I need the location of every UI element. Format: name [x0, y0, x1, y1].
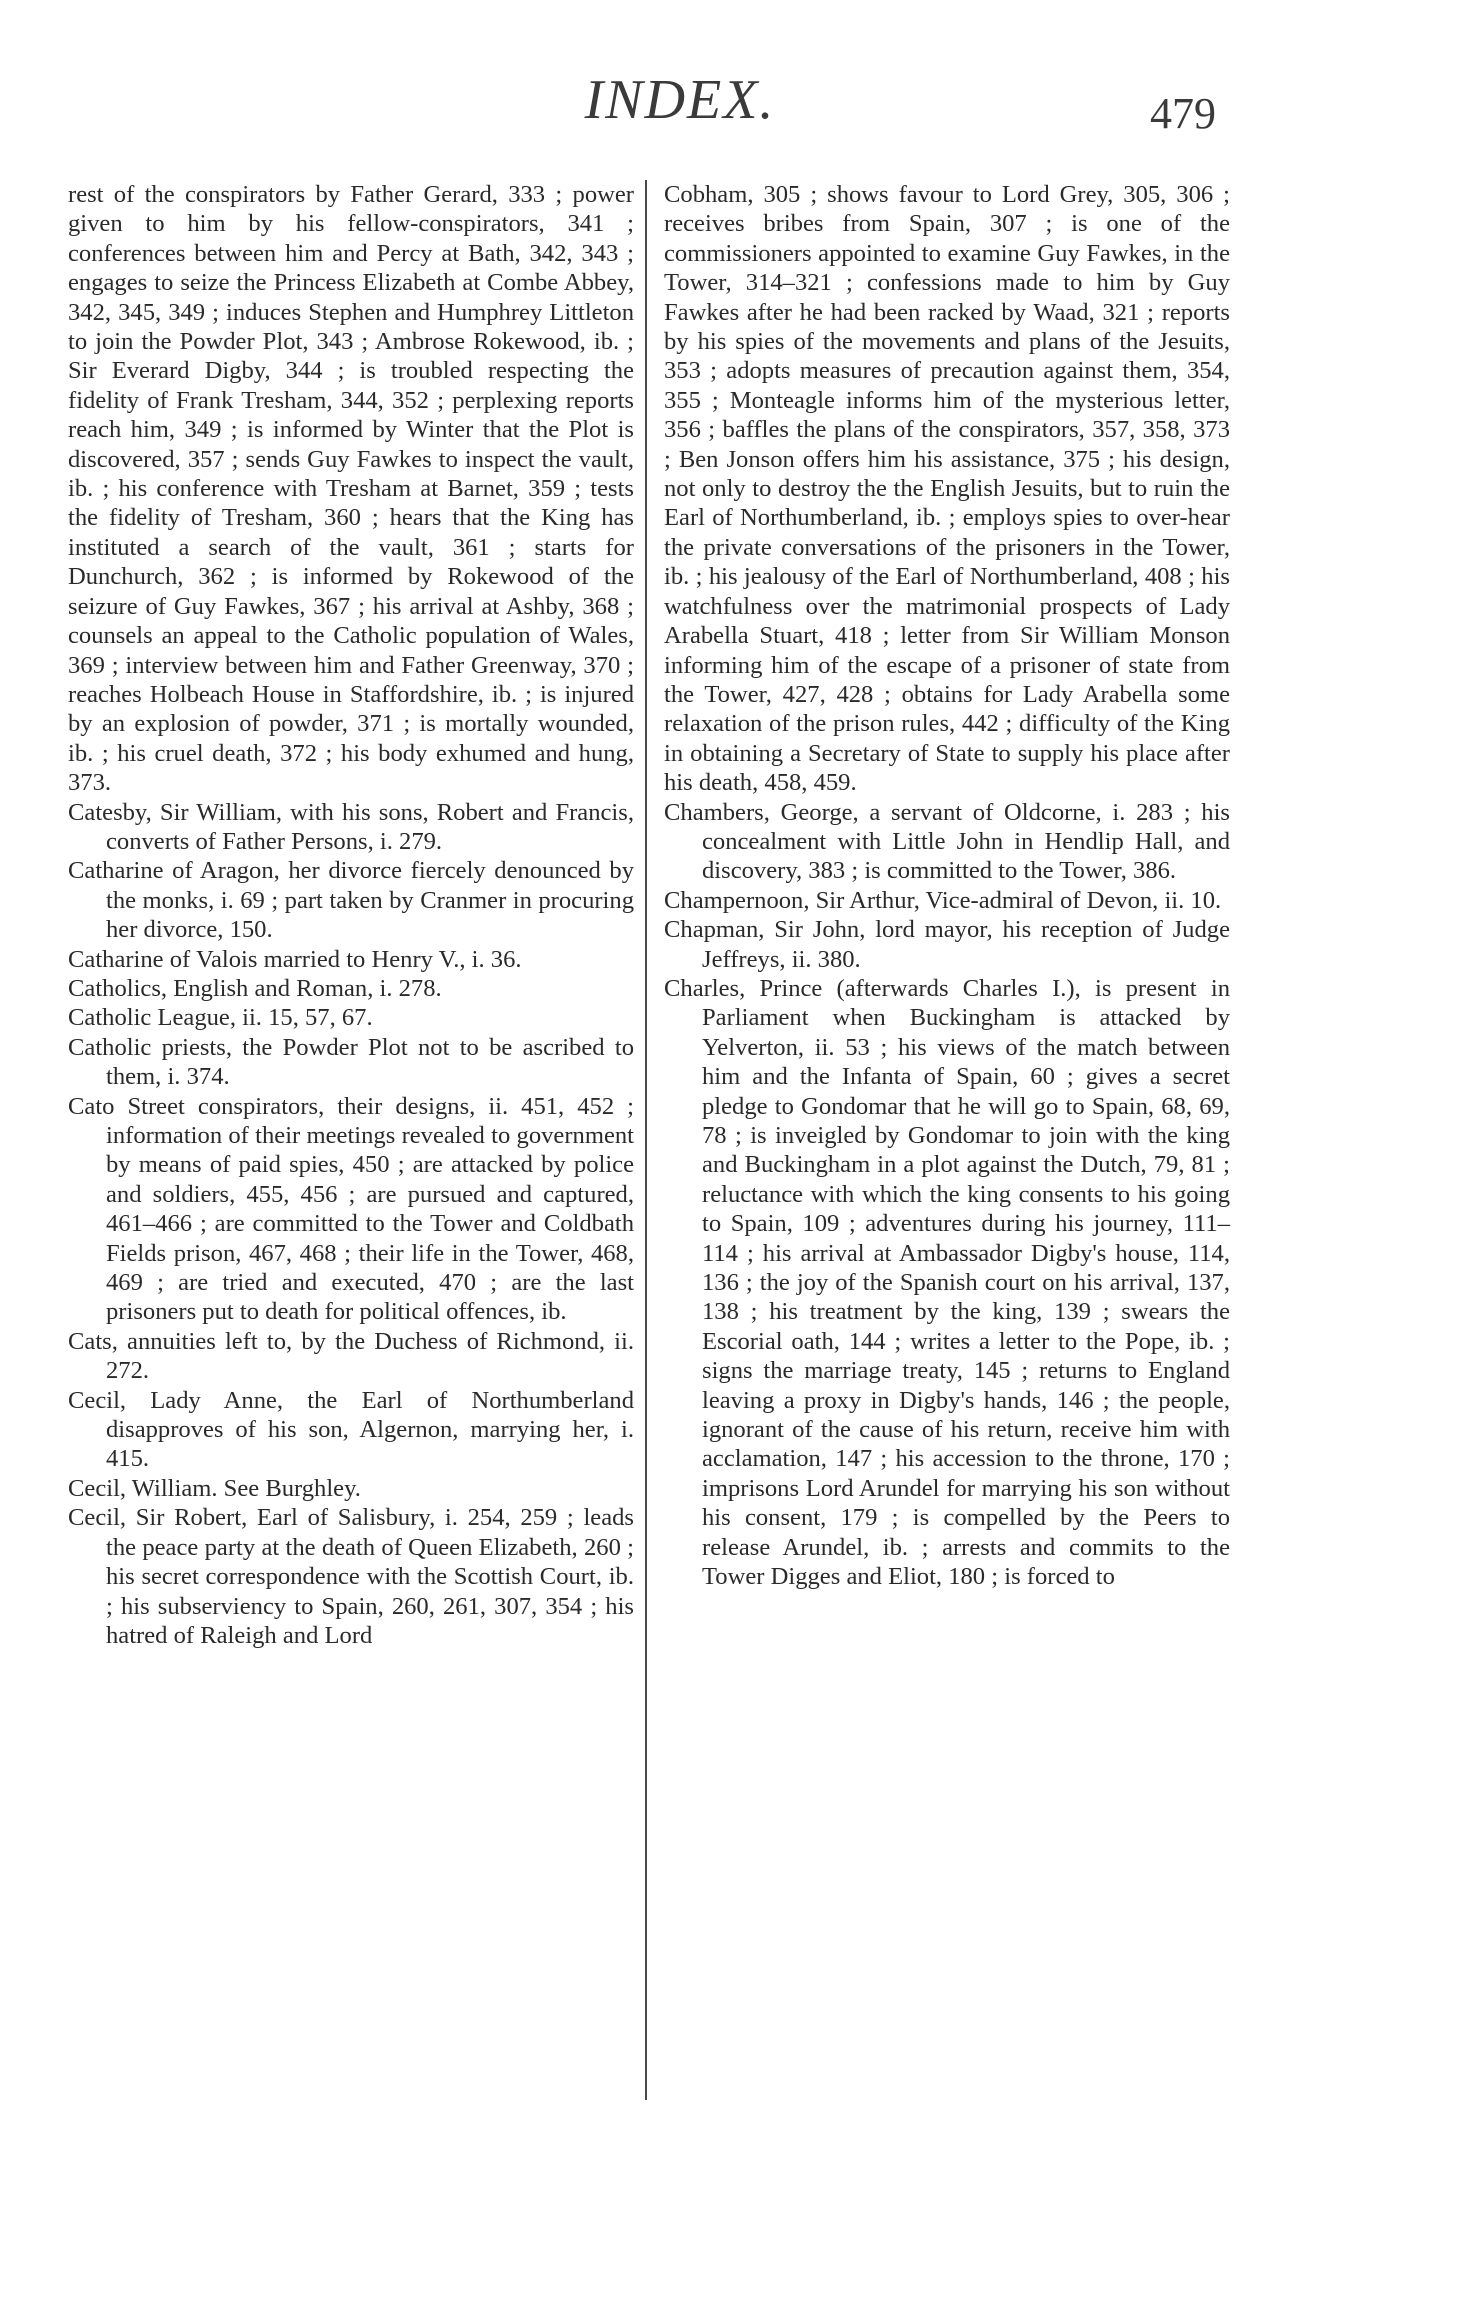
index-entry: Chambers, George, a servant of Oldcorne, i. 283 ; his concealment with Little John in Hendlip Hall, and discovery, 383 ; is committed to the Tower, 386.: [664, 798, 1230, 885]
index-column-left: [68, 180, 634, 1650]
column-divider: [645, 180, 647, 2100]
index-entry: Catharine of Valois married to Henry V., i. 36.: [68, 945, 522, 973]
index-entry: Cecil, William. See Burghley.: [68, 1474, 361, 1502]
index-entry: Catholic League, ii. 15, 57, 67.: [68, 1004, 373, 1032]
index-entry: Catholics, English and Roman, i. 278.: [68, 974, 442, 1002]
index-entry: Cecil, Sir Robert, Earl of Salisbury, i. 254, 259 ; leads the peace party at the death of Queen Elizabeth, 260 ; his secret correspondence with the Scottish Court, ib. ; his subserviency to Spain, 260, 261, 307, 354 ; his hatred of Raleigh and Lord: [68, 1504, 634, 1649]
running-title: INDEX.: [584, 69, 776, 131]
index-entry: Cato Street conspirators, their designs, ii. 451, 452 ; information of their meetings revealed to government by means of paid spies, 450 ; are attacked by police and soldiers, 455, 456 ; are pursued and captured, 461–466 ; are committed to the Tower and Coldbath Fields prison, 467, 468 ; their life in the Tower, 468, 469 ; are tried and executed, 470 ; are the last prisoners put to death for political offences, ib.: [68, 1092, 634, 1326]
index-entry: Catholic priests, the Powder Plot not to be ascribed to them, i. 374.: [68, 1033, 634, 1091]
index-entry: rest of the conspirators by Father Gerard, 333 ; power given to him by his fellow-conspirators, 341 ; conferences between him and Percy at Bath, 342, 343 ; engages to seize the Princess Elizabeth at Combe Abbey, 342, 345, 349 ; induces Stephen and Humphrey Littleton to join the Powder Plot, 343 ; Ambrose Rokewood, ib. ; Sir Everard Digby, 344 ; is troubled respecting the fidelity of Frank Tresham, 344, 352 ; perplexing reports reach him, 349 ; is informed by Winter that the Plot is discovered, 357 ; sends Guy Fawkes to inspect the vault, ib. ; his conference with Tresham at Barnet, 359 ; tests the fidelity of Tresham, 360 ; hears that the King has instituted a search of the vault, 361 ; starts for Dunchurch, 362 ; is informed by Rokewood of the seizure of Guy Fawkes, 367 ; his arrival at Ashby, 368 ; counsels an appeal to the Catholic population of Wales, 369 ; interview between him and Father Greenway, 370 ; reaches Holbeach House in Staffordshire, ib. ; is injured by an explosion of powder, 371 ; is mortally wounded, ib. ; his cruel death, 372 ; his body exhumed and hung, 373.: [68, 181, 634, 797]
index-entry: Catharine of Aragon, her divorce fiercely denounced by the monks, i. 69 ; part taken by Cranmer in procuring her divorce, 150.: [68, 857, 634, 944]
index-entry: Cecil, Lady Anne, the Earl of Northumberland disapproves of his son, Algernon, marrying her, i. 415.: [68, 1386, 634, 1473]
index-entry: Cobham, 305 ; shows favour to Lord Grey, 305, 306 ; receives bribes from Spain, 307 ; is one of the commissioners appointed to examine Guy Fawkes, in the Tower, 314–321 ; confessions made to him by Guy Fawkes after he had been racked by Waad, 321 ; reports by his spies of the movements and plans of the Jesuits, 353 ; adopts measures of precaution against them, 354, 355 ; Monteagle informs him of the mysterious letter, 356 ; baffles the plans of the conspirators, 357, 358, 373 ; Ben Jonson offers him his assistance, 375 ; his design, not only to destroy the the English Jesuits, but to ruin the Earl of Northumberland, ib. ; employs spies to over-hear the private conversations of the prisoners in the Tower, ib. ; his jealousy of the Earl of Northumberland, 408 ; his watchfulness over the matrimonial prospects of Lady Arabella Stuart, 418 ; letter from Sir William Monson informing him of the escape of a prisoner of state from the Tower, 427, 428 ; obtains for Lady Arabella some relaxation of the prison rules, 442 ; difficulty of the King in obtaining a Secretary of State to supply his place after his death, 458, 459.: [664, 181, 1230, 797]
index-entry: Cats, annuities left to, by the Duchess of Richmond, ii. 272.: [68, 1327, 634, 1385]
page-number: 479: [1150, 89, 1216, 138]
index-entry: Charles, Prince (afterwards Charles I.), is present in Parliament when Buckingham is attacked by Yelverton, ii. 53 ; his views of the match between him and the Infanta of Spain, 60 ; gives a secret pledge to Gondomar that he will go to Spain, 68, 69, 78 ; is inveigled by Gondomar to join with the king and Buckingham in a plot against the Dutch, 79, 81 ; reluctance with which the king consents to his going to Spain, 109 ; adventures during his journey, 111–114 ; his arrival at Ambassador Digby's house, 114, 136 ; the joy of the Spanish court on his arrival, 137, 138 ; his treatment by the king, 139 ; swears the Escorial oath, 144 ; writes a letter to the Pope, ib. ; signs the marriage treaty, 145 ; returns to England leaving a proxy in Digby's hands, 146 ; the people, ignorant of the cause of his return, receive him with acclamation, 147 ; his accession to the throne, 170 ; imprisons Lord Arundel for marrying his son without his consent, 179 ; is compelled by the Peers to release Arundel, ib. ; arrests and commits to the Tower Digges and Eliot, 180 ; is forced to: [664, 974, 1230, 1591]
index-entry: Chapman, Sir John, lord mayor, his reception of Judge Jeffreys, ii. 380.: [664, 916, 1230, 973]
index-entry: Champernoon, Sir Arthur, Vice-admiral of Devon, ii. 10.: [664, 886, 1222, 914]
index-column-right: [664, 180, 1230, 1592]
index-entry: Catesby, Sir William, with his sons, Robert and Francis, converts of Father Persons, i. 279.: [68, 798, 634, 855]
